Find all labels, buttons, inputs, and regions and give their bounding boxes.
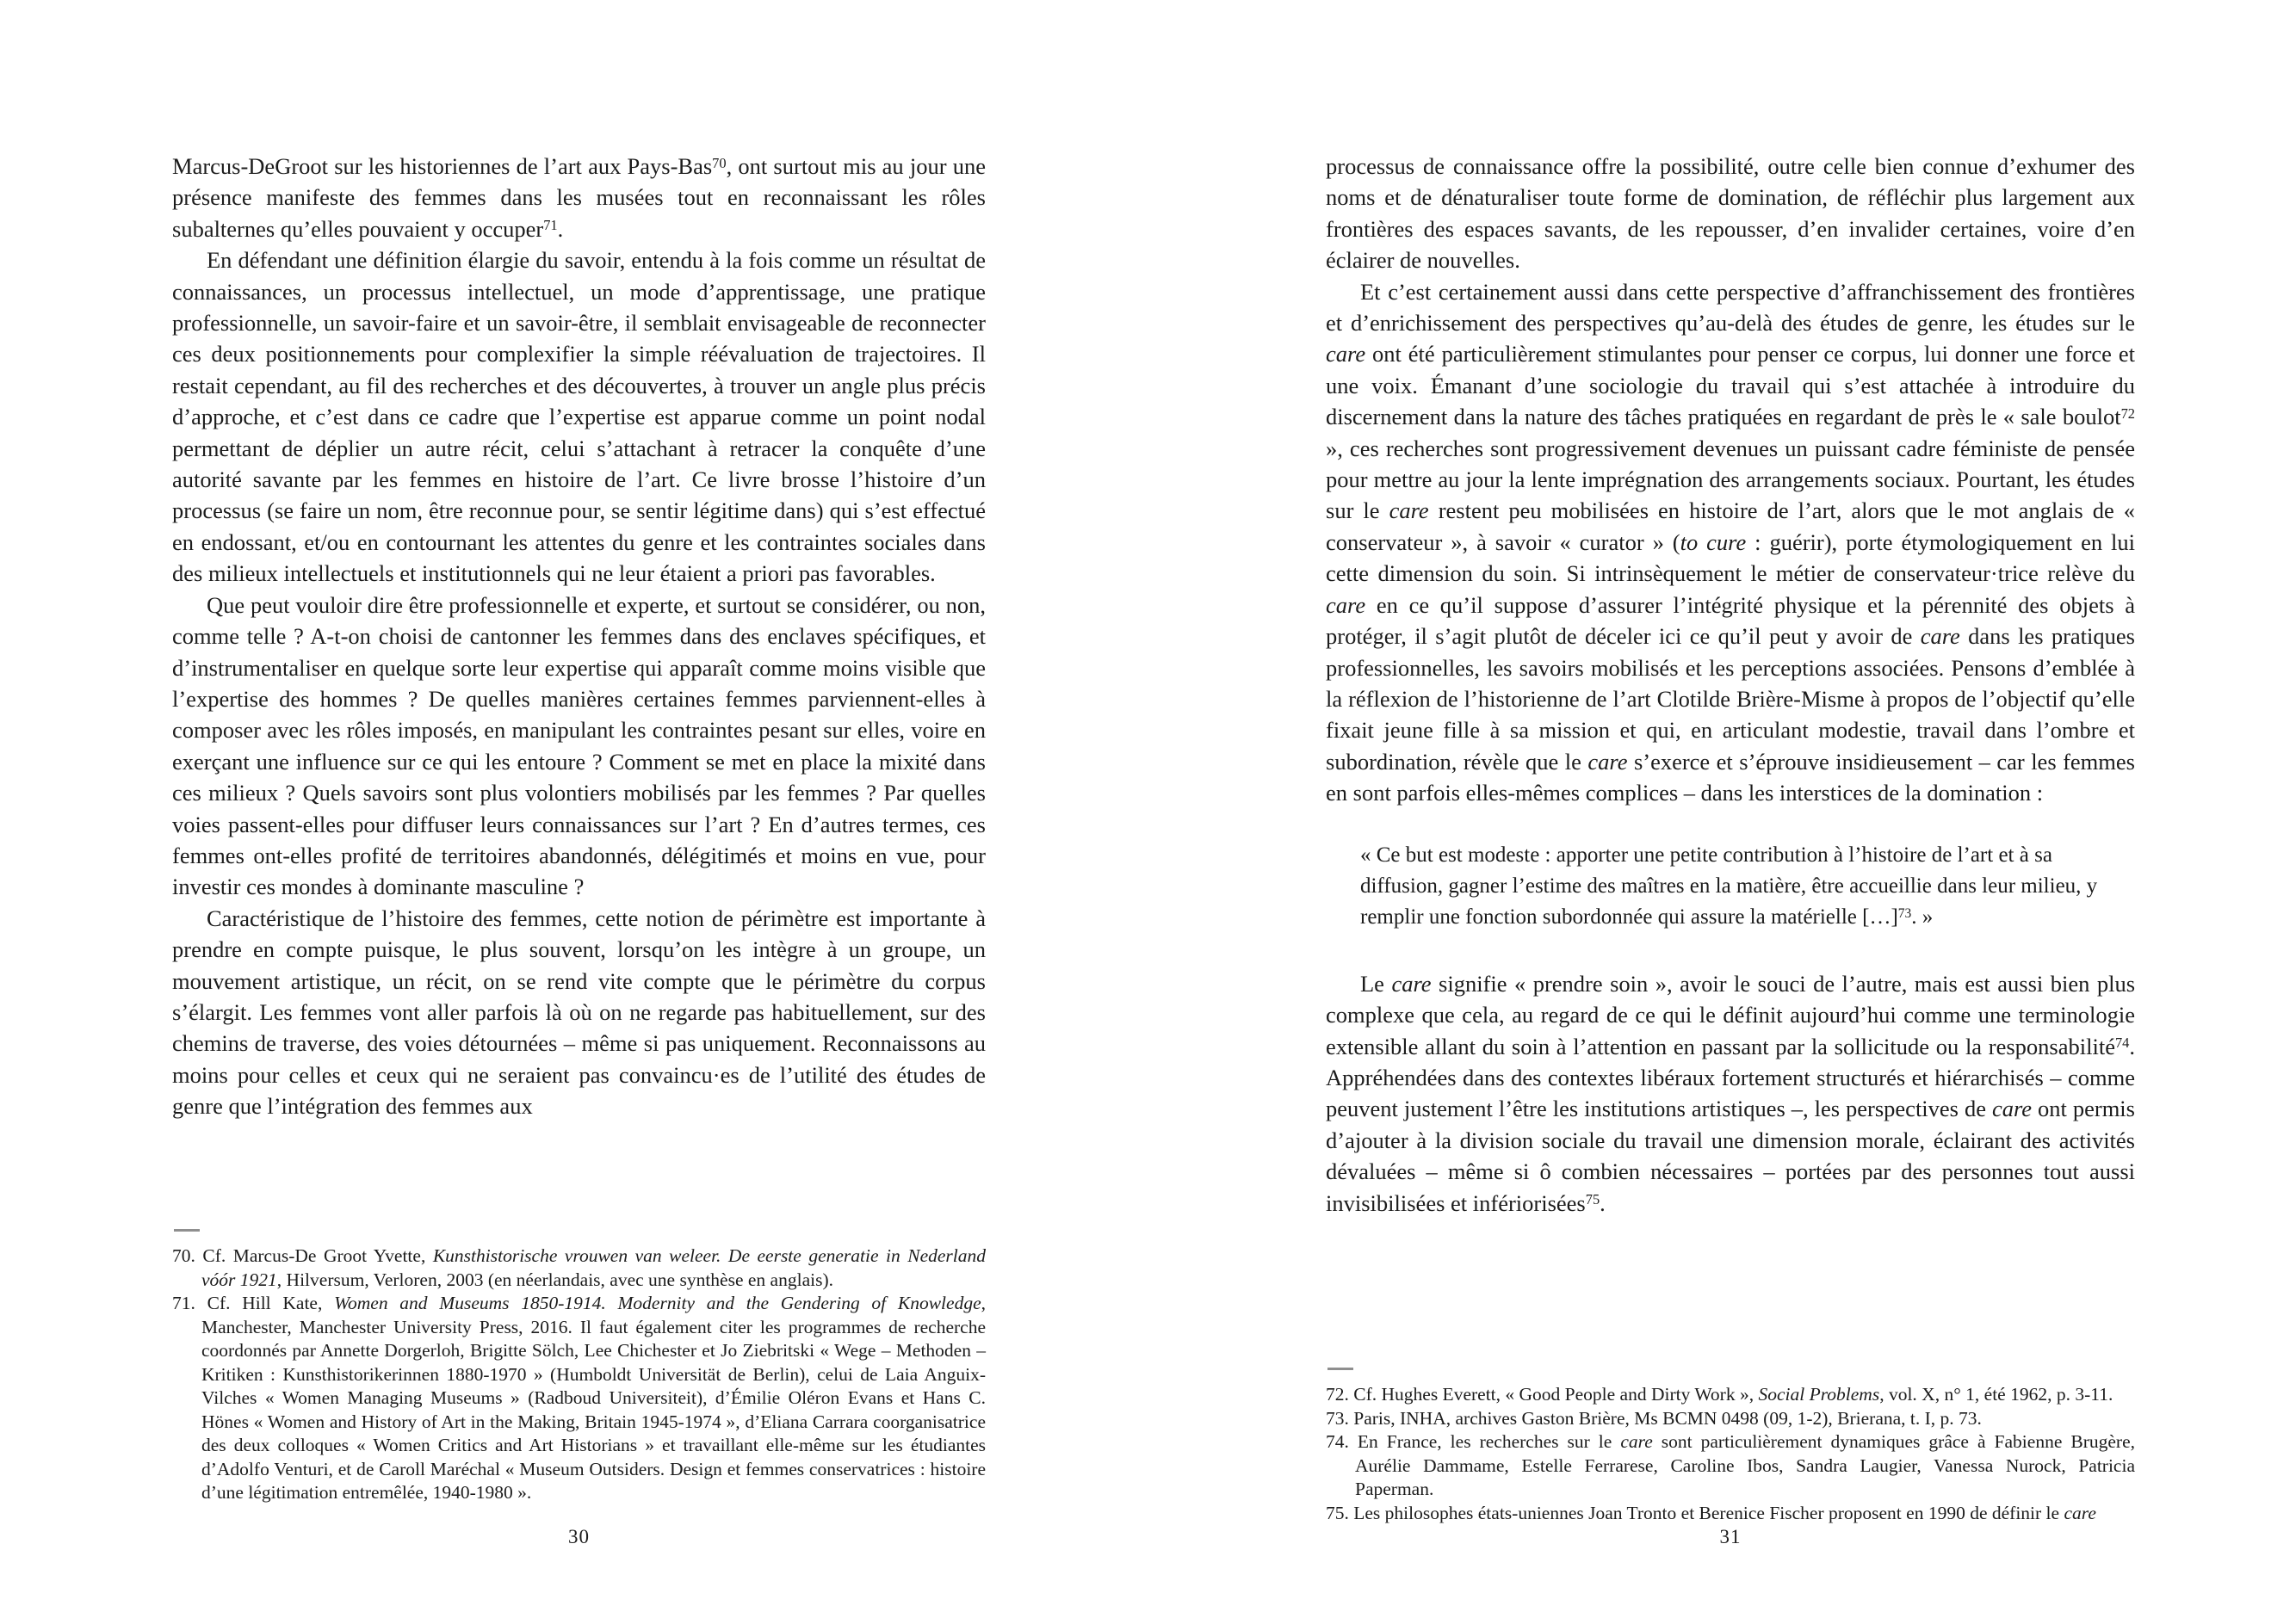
footnote: 71. Cf. Hill Kate, Women and Museums 1850-1914. Modernity and the Gendering of Knowledge, Manchester, Manchester University Press, 2016. Il faut également citer les programmes de recherche coordonnés par Annette Dorgerloh, Brigitte Sölch, Lee Chichester et Jo Ziebritski « Wege – Methoden – Kritiken : Kunsthistorikerinnen 1880-1970 » (Humboldt Universität de Berlin), celui de Laia Anguix-Vilches « Women Managing Museums » (Radboud Universiteit), d’Émilie Oléron Evans et Hans C. Hönes « Women and History of Art in the Making, Britain 1945-1974 », d’Eliana Carrara coorganisatrice des deux colloques « Women Critics and Art Historians » et travaillant elle-même sur les étudiantes d’Adolfo Venturi, et de Caroll Maréchal « Museum Outsiders. Design et femmes conservatrices : histoire d’une légitimation entremêlée, 1940-1980 ». xyxy=(172,1293,986,1503)
paragraph: En défendant une définition élargie du savoir, entendu à la fois comme un résultat de connaissances, un processus intellectuel, un mode d’apprentissage, une pratique professionnelle, un savoir-faire et un savoir-être, il semblait envisageable de reconnecter ces deux positionnements pour complexifier la simple réévaluation de trajectoires. Il restait cependant, au fil des recherches et des découvertes, à trouver un angle plus précis d’approche, et c’est dans ce cadre que l’expertise est apparue comme un point nodal permettant de déplier un autre récit, celui s’attachant à retracer la conquête d’une autorité savante par les femmes en histoire de l’art. Ce livre brosse l’histoire d’un processus (se faire un nom, être reconnue pour, se sentir légitime dans) qui s’est effectué en endossant, et/ou en contournant les attentes du genre et les contraintes sociales dans des milieux intellectuels et institutionnels qui ne leur étaient a priori pas favorables. xyxy=(172,247,986,587)
footnote-list xyxy=(1326,1383,2135,1525)
footnote-separator-rule xyxy=(1327,1368,1353,1370)
right-page-text-before-quote xyxy=(1326,151,2135,809)
page-left xyxy=(172,151,986,1618)
footnote: 75. Les philosophes états-uniennes Joan Tronto et Berenice Fischer proposent en 1990 de définir le care xyxy=(1326,1502,2096,1523)
paragraph: Marcus-DeGroot sur les historiennes de l’art aux Pays-Bas$^{70}$, ont surtout mis au jour une présence manifeste des femmes dans les musées tout en reconnaissant les rôles subalternes qu’elles pouvaient y occuper$^{71}$. xyxy=(172,153,986,242)
footnote: 72. Cf. Hughes Everett, « Good People and Dirty Work », Social Problems, vol. X, n° 1, été 1962, p. 3-11. xyxy=(1326,1384,2113,1405)
footnote-number: 73. xyxy=(1326,1407,1349,1429)
paragraph: Le care signifie « prendre soin », avoir le souci de l’autre, mais est aussi bien plus complexe que cela, au regard de ce qui le définit aujourd’hui comme une terminologie extensible allant du soin à l’attention en passant par la sollicitude ou la responsabilité$^{74}$. Appréhendées dans des contextes libéraux fortement structurés et hiérarchisés – comme peuvent justement l’être les institutions artistiques –, les perspectives de care ont permis d’ajouter à la division sociale du travail une dimension morale, éclairant des activités dévaluées – même si ô combien nécessaires – portées par des personnes tout aussi invisibilisées et infériorisées$^{75}$. xyxy=(1326,970,2136,1216)
right-page-text-after-quote xyxy=(1326,968,2135,1219)
page-right xyxy=(1326,151,2135,1618)
footnote: 70. Cf. Marcus-De Groot Yvette, Kunsthistorische vrouwen van weleer. De eerste generatie in Nederland vóór 1921, Hilversum, Verloren, 2003 (en néerlandais, avec une synthèse en anglais). xyxy=(172,1245,986,1290)
footnote-separator-rule xyxy=(174,1229,200,1232)
paragraph: processus de connaissance offre la possibilité, outre celle bien connue d’exhumer des noms et de dénaturaliser toute forme de domination, de réfléchir plus largement aux frontières des espaces savants, de les repousser, d’en invalider certaines, voire d’en éclairer de nouvelles. xyxy=(1326,153,2135,274)
footnote-number: 72. xyxy=(1326,1384,1349,1405)
footnote-list xyxy=(172,1244,986,1505)
paragraph: Caractéristique de l’histoire des femmes, cette notion de périmètre est importante à prendre en compte puisque, le plus souvent, lorsqu’on les intègre à un groupe, un mouvement artistique, un récit, on se rend vite compte que le périmètre du corpus s’élargit. Les femmes vont aller parfois là où on ne regarde pas habituellement, sur des chemins de traverse, des voies détournées – même si pas uniquement. Reconnaissons au moins pour celles et ceux qui ne seraient pas convaincu·es de l’utilité des études de genre que l’intégration des femmes aux xyxy=(172,905,986,1120)
left-page-footnotes xyxy=(172,1229,986,1505)
footnote-number: 71. xyxy=(172,1293,195,1313)
footnote: 73. Paris, INHA, archives Gaston Brière, Ms BCMN 0498 (09, 1-2), Brierana, t. I, p. 73. xyxy=(1326,1407,1982,1429)
right-page-footnotes xyxy=(1326,1368,2135,1525)
page-number-left: 30 xyxy=(568,1526,590,1547)
left-page-body-text xyxy=(172,151,986,1122)
footnote-number: 70. xyxy=(172,1245,195,1266)
right-page-body-text xyxy=(1326,151,2135,1219)
paragraph: Et c’est certainement aussi dans cette perspective d’affranchissement des frontières et d’enrichissement des perspectives qu’au-delà des études de genre, les études sur le care ont été particulièrement stimulantes pour penser ce corpus, lui donner une force et une voix. Émanant d’une sociologie du travail qui s’est attachée à introduire du discernement dans la nature des tâches pratiquées en regardant de près le « sale boulot$^{72}$ », ces recherches sont progressivement devenues un puissant cadre féministe de pensée pour mettre au jour la lente imprégnation des arrangements sociaux. Pourtant, les études sur le care restent peu mobilisées en histoire de l’art, alors que le mot anglais de « conservateur », à savoir « curator » (to cure : guérir), porte étymologiquement en lui cette dimension du soin. Si intrinsèquement le métier de conservateur·trice relève du care en ce qu’il suppose d’assurer l’intégrité physique et la pérennité des objets à protéger, il s’agit plutôt de déceler ici ce qu’il peut y avoir de care dans les pratiques professionnelles, les savoirs mobilisés et les perceptions associées. Pensons d’emblée à la réflexion de l’historienne de l’art Clotilde Brière-Misme à propos de l’objectif qu’elle fixait jeune fille à sa mission et qui, en articulant modestie, travail dans l’ombre et subordination, révèle que le care s’exerce et s’éprouve insidieusement – car les femmes en sont parfois elles-mêmes complices – dans les interstices de la domination : xyxy=(1326,278,2136,806)
paragraph: Que peut vouloir dire être professionnelle et experte, et surtout se considérer, ou non, comme telle ? A-t-on choisi de cantonner les femmes dans des enclaves spécifiques, et d’instrumentaliser en quelque sorte leur expertise qui apparaît comme moins visible que l’expertise des hommes ? De quelles manières certaines femmes parviennent-elles à composer avec les rôles imposés, en manipulant les contraintes pesant sur elles, voire en exerçant une influence sur ce qui les entoure ? Comment se met en place la mixité dans ces milieux ? Quels savoirs sont plus volontiers mobilisés par les femmes ? Par quelles voies passent-elles pour diffuser leurs connaissances sur l’art ? En d’autres termes, ces femmes ont-elles profité de territoires abandonnés, délégitimés et moins en vue, pour investir ces mondes à dominante masculine ? xyxy=(172,591,986,900)
block-quote: « Ce but est modeste : apporter une petite contribution à l’histoire de l’art et à sa diffusion, gagner l’estime des maîtres en la matière, être accueillie dans leur milieu, y remplir une fonction subordonnée qui assure la matérielle […]$^{73}$. » xyxy=(1360,843,2098,929)
footnote: 74. En France, les recherches sur le care sont particulièrement dynamiques grâce à Fabienne Brugère, Aurélie Dammame, Estelle Ferrarese, Caroline Ibos, Sandra Laugier, Vanessa Nurock, Patricia Paperman. xyxy=(1326,1431,2135,1499)
footnote-number: 74. xyxy=(1326,1431,1349,1452)
footnote-number: 75. xyxy=(1326,1502,1349,1523)
page-number-right: 31 xyxy=(1719,1526,1742,1547)
